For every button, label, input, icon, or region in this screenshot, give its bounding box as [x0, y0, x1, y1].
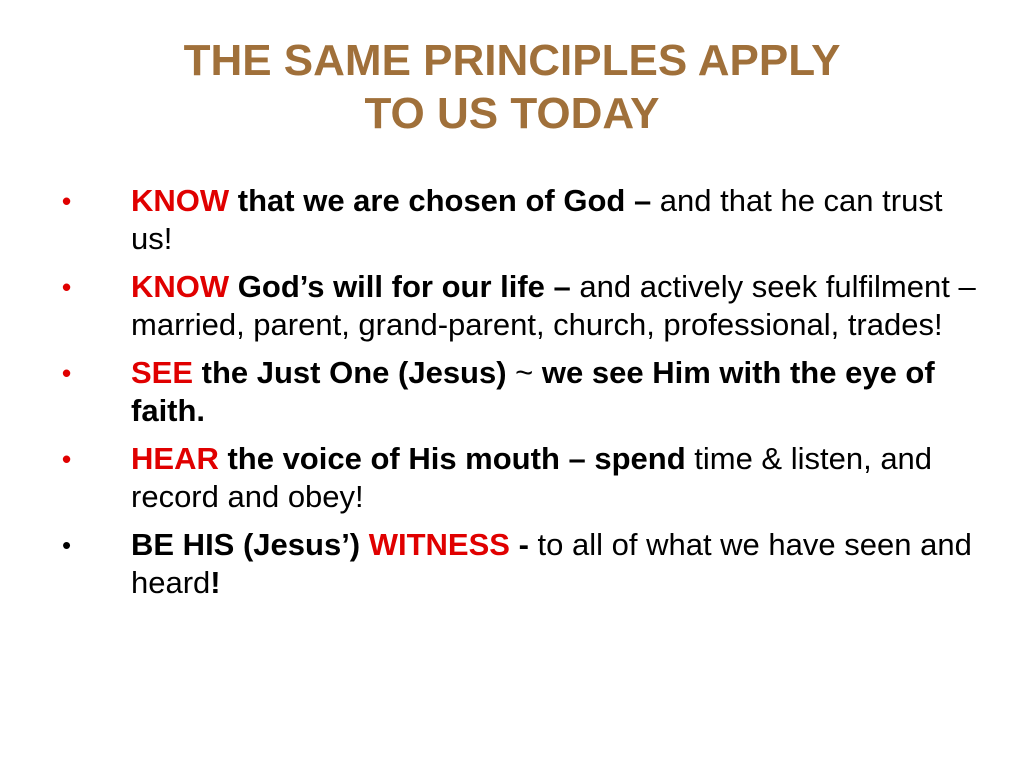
bullet-item-know-will — [0, 268, 1024, 344]
bullet-item-see — [0, 354, 1024, 430]
bullet-bold-text: - — [509, 527, 529, 562]
bullet-dot: • — [62, 530, 72, 560]
bullet-text: time & listen, and record and obey! — [131, 441, 933, 514]
slide-title — [60, 34, 964, 140]
bullet-keyword: KNOW — [131, 183, 230, 218]
bullet-item-hear — [0, 440, 1024, 516]
bullet-bold-text: God’s will for our life – — [229, 269, 571, 304]
bullet-text: and actively seek fulfilment – married, parent, grand-parent, church, professional, trades! — [131, 269, 976, 342]
bullet-dot: • — [62, 444, 72, 474]
bullet-list — [0, 182, 1024, 612]
bullet-dot: • — [62, 358, 72, 388]
bullet-lead-text: BE HIS (Jesus’) — [131, 527, 361, 562]
bullet-keyword: HEAR — [131, 441, 219, 476]
bullet-bold-text-2: we see Him with the eye of faith. — [131, 355, 935, 428]
bullet-item-know-chosen — [0, 182, 1024, 258]
slide-title-line-1: THE SAME PRINCIPLES APPLY — [183, 36, 841, 85]
bullet-bold-text: the voice of His mouth – spend — [218, 441, 686, 476]
bullet-dot: • — [62, 186, 72, 216]
bullet-text: and that he can trust us! — [131, 183, 943, 256]
bullet-keyword: WITNESS — [360, 527, 510, 562]
bullet-end-mark: ! — [210, 565, 221, 600]
bullet-bold-text: that we are chosen of God – — [229, 183, 652, 218]
bullet-dot: • — [62, 272, 72, 302]
bullet-keyword: KNOW — [131, 269, 230, 304]
bullet-text: ~ — [506, 355, 542, 390]
bullet-item-witness — [0, 526, 1024, 602]
bullet-bold-text: the Just One (Jesus) — [193, 355, 507, 390]
bullet-text: to all of what we have seen and heard — [131, 527, 972, 600]
bullet-keyword: SEE — [131, 355, 194, 390]
slide-title-line-2: TO US TODAY — [364, 89, 660, 138]
